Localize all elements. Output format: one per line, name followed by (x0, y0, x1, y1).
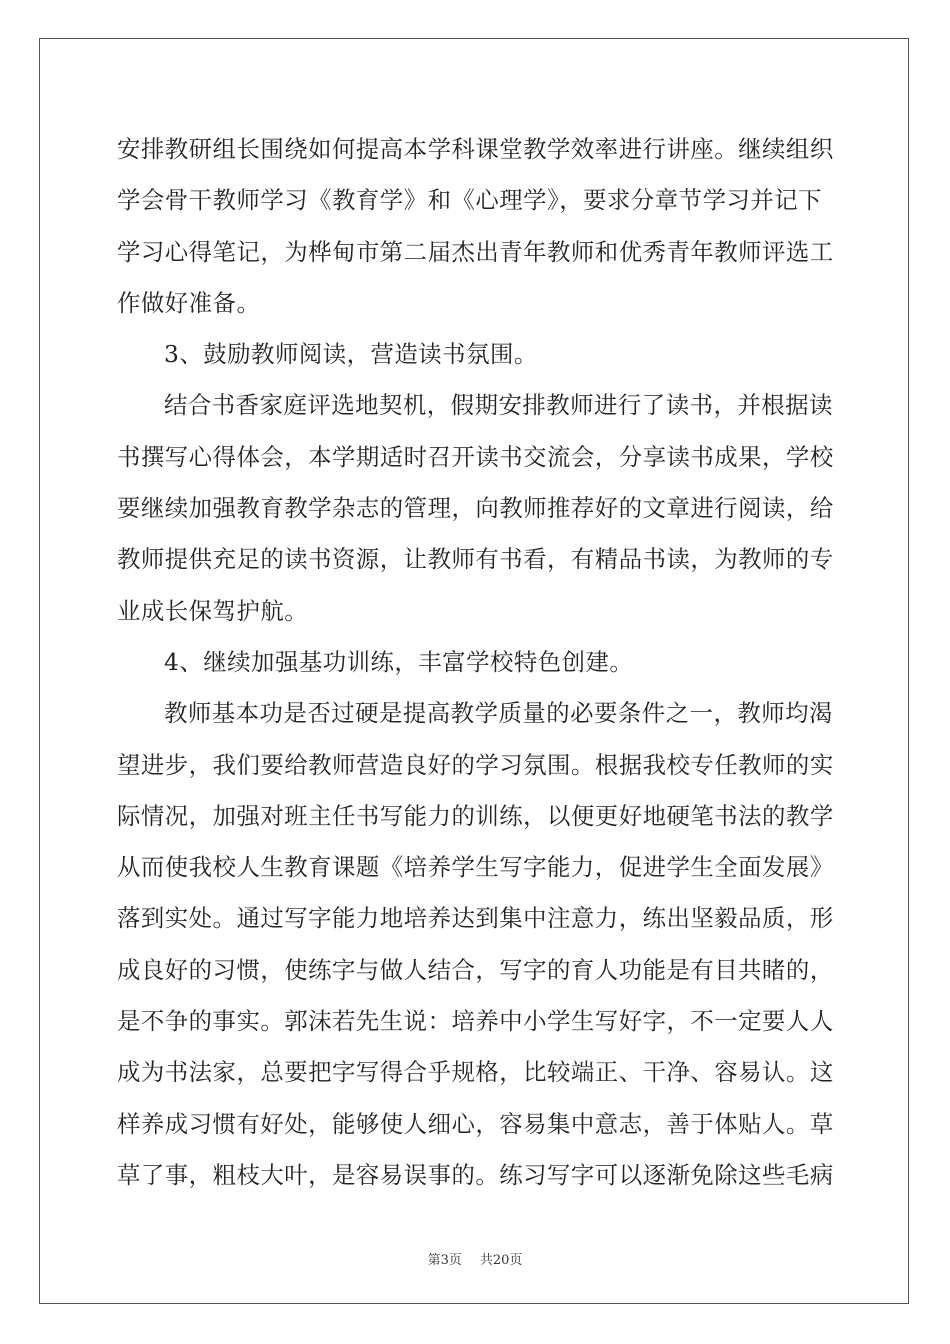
text-line: 是不争的事实。郭沫若先生说：培养中小学生写好字，不一定要人人 (117, 1007, 834, 1036)
text-line: 成为书法家，总要把字写得合乎规格，比较端正、干净、容易认。这 (117, 1058, 834, 1087)
text-line: 书撰写心得体会，本学期适时召开读书交流会，分享读书成果，学校 (117, 442, 834, 471)
text-line: 学习心得笔记，为桦甸市第二届杰出青年教师和优秀青年教师评选工 (117, 237, 834, 266)
text-line: 从而使我校人生教育课题《培养学生写字能力，促进学生全面发展》 (117, 853, 834, 882)
section-heading: 4、继续加强基功训练，丰富学校特色创建。 (164, 647, 634, 676)
text-line: 落到实处。通过写字能力地培养达到集中注意力，练出坚毅品质，形 (117, 904, 834, 933)
document-body (117, 124, 837, 1201)
text-line: 样养成习惯有好处，能够使人细心，容易集中意志，善于体贴人。草 (117, 1109, 834, 1138)
text-line: 安排教研组长围绕如何提高本学科课堂教学效率进行讲座。继续组织 (117, 135, 834, 163)
text-line: 望进步，我们要给教师营造良好的学习氛围。根据我校专任教师的实 (117, 750, 834, 779)
page-number: 第3页 (427, 1253, 462, 1268)
section-heading: 3、鼓励教师阅读，营造读书氛围。 (164, 340, 538, 369)
page-total: 共20页 (479, 1253, 523, 1268)
text-line: 教师提供充足的读书资源，让教师有书看，有精品书读，为教师的专 (117, 545, 834, 574)
text-line: 要继续加强教育教学杂志的管理，向教师推荐好的文章进行阅读，给 (117, 494, 834, 523)
text-line: 业成长保驾护航。 (117, 596, 309, 625)
text-line: 结合书香家庭评选地契机，假期安排教师进行了读书，并根据读 (164, 391, 833, 420)
text-line: 草了事，粗枝大叶，是容易误事的。练习写字可以逐渐免除这些毛病 (117, 1160, 834, 1189)
text-line: 学会骨干教师学习《教育学》和《心理学》，要求分章节学习并记下 (117, 186, 823, 215)
text-line: 际情况，加强对班主任书写能力的训练，以便更好地硬笔书法的教学 (117, 801, 834, 830)
text-line: 作做好准备。 (117, 288, 261, 317)
text-line: 成良好的习惯，使练字与做人结合，写字的育人功能是有目共睹的， (117, 955, 834, 984)
text-line: 教师基本功是否过硬是提高教学质量的必要条件之一，教师均渴 (164, 699, 833, 728)
page-footer (0, 1249, 950, 1268)
